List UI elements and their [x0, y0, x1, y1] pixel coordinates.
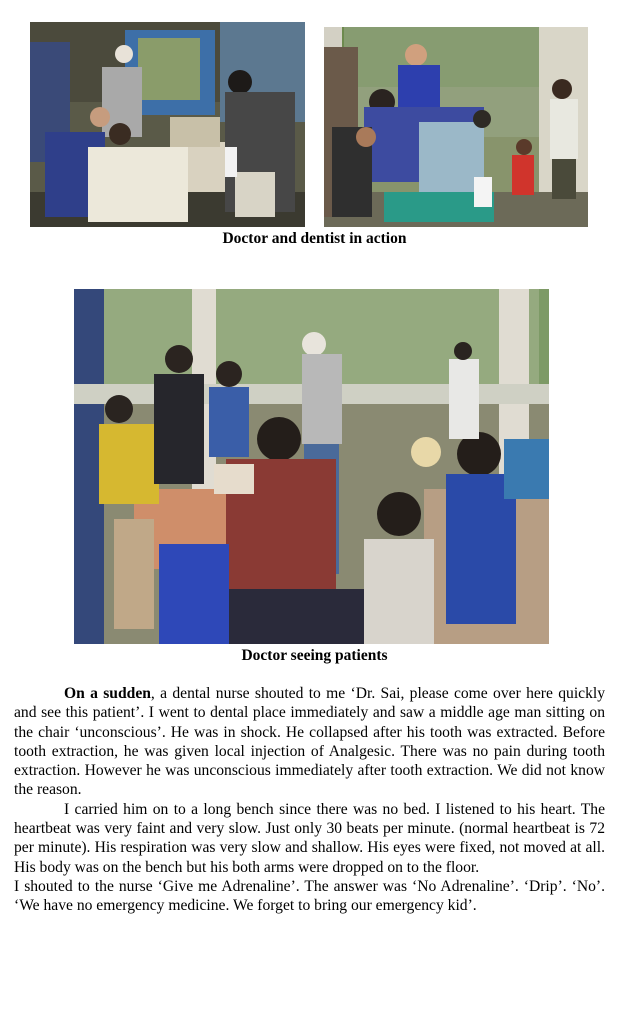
photo-doctor-seeing-patients-image — [74, 289, 549, 644]
paragraph-3 — [14, 877, 605, 916]
photo-doctor-seeing-patients — [74, 289, 549, 644]
photo-dentist-at-work-image — [324, 27, 588, 227]
photo-doctor-at-table-image — [30, 22, 305, 227]
story-text — [14, 684, 605, 916]
paragraph-1-lead: On a sudden — [64, 685, 151, 702]
photo-dentist-at-work — [324, 27, 588, 227]
figure-caption-2: Doctor seeing patients — [241, 647, 388, 664]
paragraph-3-text: I shouted to the nurse ‘Give me Adrenaline’. The answer was ‘No Adrenaline’. ‘Drip’. ‘No’. ‘We have no emergency medicine. We forget to bring our emergency kid’. — [14, 877, 605, 915]
photo-doctor-at-table — [30, 22, 305, 227]
figure-caption-1: Doctor and dentist in action — [222, 230, 407, 247]
paragraph-1-text: , a dental nurse shouted to me ‘Dr. Sai, please come over here quickly and see this patient’. I went to dental place immediately and saw a middle age man sitting on the chair ‘unconscious’. He was in shock. He collapsed after his tooth was extracted. Before tooth extraction, he was given local injection of Analgesic. There was no pain during tooth extraction. However he was unconscious immediately after tooth extraction. We did not know the reason. — [14, 685, 605, 799]
paragraph-2 — [14, 800, 605, 877]
paragraph-1 — [14, 684, 605, 800]
paragraph-2-text: I carried him on to a long bench since there was no bed. I listened to his heart. The heartbeat was very faint and very slow. Just only 30 beats per minute. (normal heartbeat is 72 per minute). His respiration was very slow and shallow. His eyes were fixed, not moved at all. His body was on the bench but his both arms were dropped on to the floor. — [14, 800, 605, 876]
